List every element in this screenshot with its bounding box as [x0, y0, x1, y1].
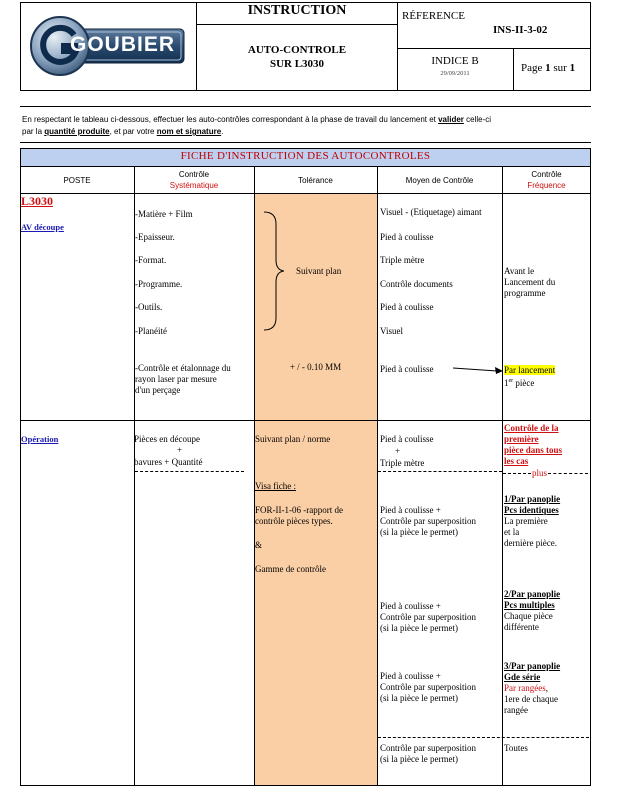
rule	[20, 142, 591, 143]
col-line	[502, 166, 503, 786]
tol-rapport: contrôle pièces types.	[255, 516, 333, 526]
freq-par-lancement	[504, 365, 555, 389]
text-line: -Contrôle et étalonnage du	[135, 363, 231, 373]
text-line: Contrôle par superposition	[380, 682, 476, 692]
text-line: les cas	[504, 456, 529, 466]
dashed-rule	[503, 473, 531, 474]
text-line: Pied à coulisse +	[380, 601, 441, 611]
col-header-frequence: Fréquence	[527, 181, 566, 190]
text-line: Avant le	[504, 266, 535, 276]
case-title: 3/Par panoplie	[504, 661, 561, 671]
moy-block-c	[380, 671, 476, 704]
control-item: -Planéité	[135, 326, 167, 336]
freq-plus-label: plus	[532, 468, 548, 478]
text-line: Pied à coulisse +	[380, 505, 441, 515]
text-line: Lancement du	[504, 277, 556, 287]
tol-gamme: Gamme de contrôle	[255, 564, 326, 574]
col-header-controle: Contrôle	[178, 170, 210, 179]
divider	[513, 48, 514, 91]
text-line: (si la pièce le permet)	[380, 623, 458, 633]
reference-label: RÉFERENCE	[402, 10, 465, 22]
moy-block-b	[380, 601, 476, 634]
text-line: et la	[504, 527, 520, 537]
moy-block-d	[380, 743, 476, 765]
control-item: -Epaisseur.	[135, 232, 175, 242]
freq-case-1	[504, 494, 560, 549]
moy-triple: Triple mètre	[380, 458, 425, 468]
text-line: d'un perçage	[135, 385, 181, 395]
control-item: -Format.	[135, 255, 167, 265]
intro-text: celle-ci	[463, 115, 492, 124]
freq-case-2	[504, 589, 560, 633]
intro-text: En respectant le tableau ci-dessous, effectuer les auto-contrôles correspondant à la phase de travail du lancement et	[22, 115, 439, 124]
doc-subtitle-2: SUR L3030	[269, 58, 325, 70]
text-line: Contrôle par superposition	[380, 743, 476, 753]
poste-av-decoupe[interactable]: AV découpe	[21, 222, 64, 232]
freq-avant-lancement	[504, 266, 555, 299]
text-line: différente	[504, 622, 539, 632]
ctrl-pieces: Pièces en découpe	[134, 434, 200, 444]
poste-operation[interactable]: Opération	[21, 434, 59, 444]
col-line	[254, 166, 255, 786]
tol-for: FOR-II-1-06 -rapport de	[255, 505, 343, 515]
ctrl-bavures: bavures + Quantité	[134, 457, 203, 467]
intro-text: , et par votre	[109, 127, 157, 136]
rule	[20, 106, 591, 107]
text-line: Contrôle par superposition	[380, 612, 476, 622]
curly-brace-icon	[262, 210, 284, 334]
moy-block-a	[380, 505, 476, 538]
case-title: 2/Par panoplie	[504, 589, 561, 599]
text-line: dernière pièce.	[504, 538, 557, 548]
index-date: 29/09/2011	[440, 70, 470, 77]
freq-case-3	[504, 661, 560, 716]
superscript: er	[508, 378, 514, 384]
moyen-item: Visuel - (Etiquetage) aimant	[380, 207, 482, 217]
doc-title: INSTRUCTION	[247, 3, 347, 18]
moyen-item: Pied à coulisse	[380, 232, 434, 242]
logo-text: GOUBIER	[70, 33, 176, 56]
text-line: Pied à coulisse +	[380, 671, 441, 681]
page-number	[521, 62, 575, 74]
ctrl-plus: +	[177, 445, 183, 455]
intro-emphasis: quantité produite	[44, 127, 110, 136]
col-header-systematique: Systématique	[169, 181, 219, 190]
intro-line-2	[22, 127, 223, 136]
tolerance-suivant-plan: Suivant plan	[296, 266, 342, 276]
case-sub: Gde série	[504, 672, 541, 682]
freq-toutes: Toutes	[504, 743, 528, 753]
moyen-laser: Pied à coulisse	[380, 364, 434, 374]
col-header-poste: POSTE	[63, 176, 91, 185]
case-title: 1/Par panoplie	[504, 494, 561, 504]
text-line: pièce dans tous	[504, 445, 563, 455]
dashed-rule	[135, 471, 244, 472]
intro-emphasis: valider	[438, 115, 464, 124]
intro-text: par la	[22, 127, 45, 136]
divider	[20, 420, 591, 421]
moyen-item: Visuel	[380, 326, 403, 336]
moyen-item: Triple mètre	[380, 255, 425, 265]
text-line: première	[504, 434, 539, 444]
control-item: -Programme.	[135, 279, 183, 289]
col-header-moyen: Moyen de Contrôle	[405, 176, 474, 185]
moyen-item: Contrôle documents	[380, 279, 453, 289]
text-line: rangée	[504, 705, 528, 715]
text-part: pièce	[513, 378, 535, 388]
text-line: La première	[504, 516, 548, 526]
page-mid: sur	[550, 62, 570, 74]
dashed-rule	[378, 471, 502, 472]
dashed-rule	[548, 473, 588, 474]
control-item: -Matière + Film	[135, 209, 193, 219]
col-header-controle-2: Contrôle	[531, 170, 562, 179]
text-part: ,	[545, 683, 548, 693]
divider	[20, 193, 591, 194]
case-sub: Pcs multiples	[504, 600, 555, 610]
dashed-rule	[378, 737, 589, 738]
moy-pied: Pied à coulisse	[380, 434, 434, 444]
machine-label: L3030	[21, 194, 54, 208]
text-line: 1ere de chaque	[504, 694, 558, 704]
text-line: (si la pièce le permet)	[380, 527, 458, 537]
moy-plus: +	[395, 446, 401, 456]
intro-emphasis: nom et signature	[156, 127, 222, 136]
text-line: Chaque pièce	[504, 611, 553, 621]
text-line: (si la pièce le permet)	[380, 693, 458, 703]
highlighted-text: Par lancement	[504, 365, 556, 375]
tol-amp: &	[255, 540, 263, 550]
intro-line-1	[22, 115, 491, 124]
index-label: INDICE B	[431, 55, 479, 67]
text-part: 1	[504, 378, 509, 388]
intro-text: .	[221, 127, 224, 136]
col-line	[377, 166, 378, 786]
text-line: Contrôle par superposition	[380, 516, 476, 526]
tol-suivant-plan-norme: Suivant plan / norme	[255, 434, 331, 444]
red-text: Par rangées	[504, 683, 546, 693]
page-prefix: Page	[521, 62, 546, 74]
tol-visa: Visa fiche :	[255, 481, 296, 491]
control-item: -Outils.	[135, 302, 163, 312]
text-line: programme	[504, 288, 546, 298]
col-header-tolerance: Tolérance	[298, 176, 333, 185]
case-sub: Pcs identiques	[504, 505, 559, 515]
table-title: FICHE D'INSTRUCTION DES AUTOCONTROLES	[180, 150, 431, 162]
tolerance-laser: + / - 0.10 MM	[289, 362, 342, 372]
arrow-icon	[453, 362, 505, 378]
divider	[196, 24, 398, 25]
reference-value: INS-II-3-02	[493, 24, 548, 36]
freq-premiere-piece	[504, 423, 562, 467]
text-line: (si la pièce le permet)	[380, 754, 458, 764]
control-item-laser	[135, 363, 231, 396]
doc-subtitle-1: AUTO-CONTROLE	[247, 44, 347, 56]
text-line: rayon laser par mesure	[135, 374, 217, 384]
page-total: 1	[569, 62, 576, 74]
page-num: 1	[545, 62, 551, 74]
divider	[397, 48, 591, 49]
text-line: Contrôle de la	[504, 423, 559, 433]
moyen-item: Pied à coulisse	[380, 302, 434, 312]
